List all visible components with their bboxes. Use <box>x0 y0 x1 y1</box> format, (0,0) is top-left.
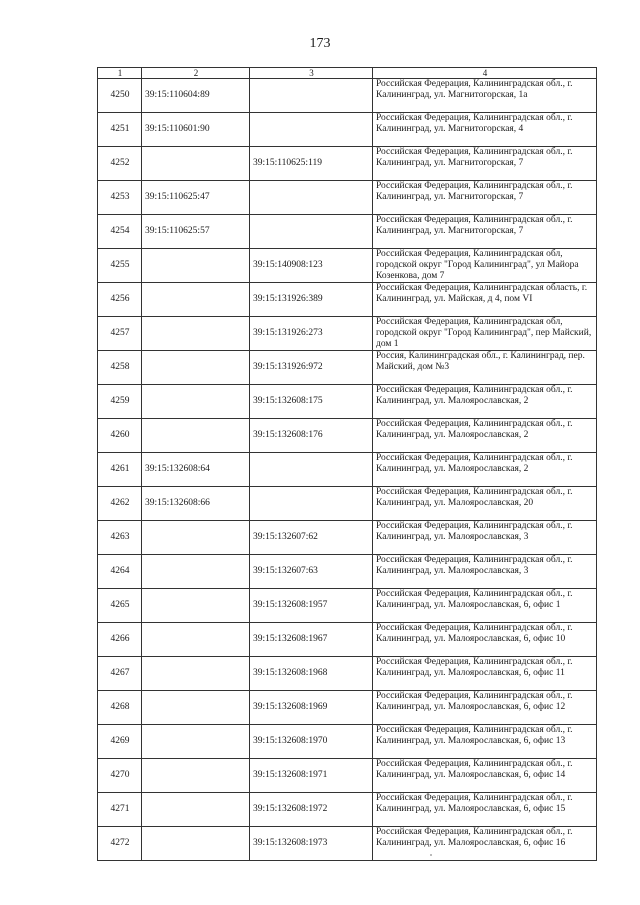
cadastral-number-col3: 39:15:132607:63 <box>250 555 373 589</box>
cadastral-number-col2 <box>142 351 250 385</box>
table-row <box>98 555 597 589</box>
cadastral-number-col2 <box>142 385 250 419</box>
address-cell: Российская Федерация, Калининградская обл, городской округ "Город Калининград", пер Майский, дом 1 <box>373 317 597 351</box>
address-cell: Российская Федерация, Калининградская обл., г. Калининград, ул. Малоярославская, 2 <box>373 453 597 487</box>
cadastral-number-col2 <box>142 691 250 725</box>
address-cell: Российская Федерация, Калининградская обл., г. Калининград, ул. Малоярославская, 2 <box>373 419 597 453</box>
row-number: 4257 <box>98 317 142 351</box>
table-row <box>98 283 597 317</box>
cadastral-number-col3: 39:15:132608:1969 <box>250 691 373 725</box>
row-number: 4264 <box>98 555 142 589</box>
cadastral-number-col3 <box>250 215 373 249</box>
table-row <box>98 623 597 657</box>
cadastral-number-col2: 39:15:110601:90 <box>142 113 250 147</box>
address-cell: Российская Федерация, Калининградская обл., г. Калининград, ул. Малоярославская, 6, офис 16 <box>373 827 597 861</box>
column-header-2: 2 <box>142 68 250 79</box>
table-row <box>98 589 597 623</box>
table-row <box>98 691 597 725</box>
cadastral-number-col3: 39:15:131926:972 <box>250 351 373 385</box>
cadastral-number-col2: 39:15:110604:89 <box>142 79 250 113</box>
table-row <box>98 317 597 351</box>
header-row <box>98 68 597 79</box>
table-row <box>98 215 597 249</box>
address-cell: Российская Федерация, Калининградская обл., г. Калининград, ул. Малоярославская, 3 <box>373 521 597 555</box>
table-row <box>98 453 597 487</box>
table-row <box>98 793 597 827</box>
address-cell: Российская Федерация, Калининградская обл., г. Калининград, ул. Малоярославская, 2 <box>373 385 597 419</box>
table-row <box>98 725 597 759</box>
cadastral-number-col3 <box>250 79 373 113</box>
cadastral-number-col3 <box>250 487 373 521</box>
cadastral-number-col2: 39:15:110625:57 <box>142 215 250 249</box>
row-number: 4260 <box>98 419 142 453</box>
address-cell: Россия, Калининградская обл., г. Калининград, пер. Майский, дом №3 <box>373 351 597 385</box>
cadastral-number-col3: 39:15:132608:1972 <box>250 793 373 827</box>
cadastral-number-col2 <box>142 521 250 555</box>
row-number: 4266 <box>98 623 142 657</box>
address-cell: Российская Федерация, Калининградская обл., г. Калининград, ул. Малоярославская, 6, офис 1 <box>373 589 597 623</box>
cadastral-number-col2 <box>142 725 250 759</box>
cadastral-number-col3: 39:15:132608:1968 <box>250 657 373 691</box>
row-number: 4270 <box>98 759 142 793</box>
table-row <box>98 79 597 113</box>
cadastral-number-col2 <box>142 623 250 657</box>
row-number: 4254 <box>98 215 142 249</box>
registry-table <box>97 67 597 861</box>
address-cell: Российская Федерация, Калининградская обл., г. Калининград, ул. Магнитогорская, 7 <box>373 181 597 215</box>
address-cell: Российская Федерация, Калининградская обл., г. Калининград, ул. Малоярославская, 20 <box>373 487 597 521</box>
table-row <box>98 113 597 147</box>
cadastral-number-col3: 39:15:132608:1967 <box>250 623 373 657</box>
row-number: 4253 <box>98 181 142 215</box>
address-cell: Российская Федерация, Калининградская обл., г. Калининград, ул. Малоярославская, 6, офис 15 <box>373 793 597 827</box>
table-row <box>98 181 597 215</box>
cadastral-number-col3 <box>250 181 373 215</box>
cadastral-number-col2 <box>142 419 250 453</box>
cadastral-number-col2 <box>142 555 250 589</box>
address-cell: Российская Федерация, Калининградская область, г. Калининград, ул. Майская, д 4, пом VI <box>373 283 597 317</box>
row-number: 4267 <box>98 657 142 691</box>
row-number: 4252 <box>98 147 142 181</box>
cadastral-number-col3: 39:15:110625:119 <box>250 147 373 181</box>
cadastral-number-col3: 39:15:131926:389 <box>250 283 373 317</box>
row-number: 4261 <box>98 453 142 487</box>
cadastral-number-col3: 39:15:132608:1970 <box>250 725 373 759</box>
cadastral-number-col2: 39:15:132608:64 <box>142 453 250 487</box>
row-number: 4269 <box>98 725 142 759</box>
column-header-4: 4 <box>373 68 597 79</box>
table-row <box>98 147 597 181</box>
row-number: 4263 <box>98 521 142 555</box>
address-cell: Российская Федерация, Калининградская обл, городской округ "Город Калининград", ул Майора Козенкова, дом 7 <box>373 249 597 283</box>
address-cell: Российская Федерация, Калининградская обл., г. Калининград, ул. Малоярославская, 3 <box>373 555 597 589</box>
row-number: 4255 <box>98 249 142 283</box>
cadastral-number-col2 <box>142 589 250 623</box>
row-number: 4250 <box>98 79 142 113</box>
cadastral-number-col2 <box>142 793 250 827</box>
cadastral-number-col2: 39:15:110625:47 <box>142 181 250 215</box>
address-cell: Российская Федерация, Калининградская обл., г. Калининград, ул. Магнитогорская, 7 <box>373 147 597 181</box>
cadastral-number-col2: 39:15:132608:66 <box>142 487 250 521</box>
address-cell: Российская Федерация, Калининградская обл., г. Калининград, ул. Магнитогорская, 4 <box>373 113 597 147</box>
row-number: 4259 <box>98 385 142 419</box>
row-number: 4272 <box>98 827 142 861</box>
address-cell: Российская Федерация, Калининградская обл., г. Калининград, ул. Малоярославская, 6, офис 11 <box>373 657 597 691</box>
column-header-1: 1 <box>98 68 142 79</box>
cadastral-number-col3: 39:15:132608:1957 <box>250 589 373 623</box>
cadastral-number-col2 <box>142 827 250 861</box>
cadastral-number-col3: 39:15:132608:176 <box>250 419 373 453</box>
table-row <box>98 657 597 691</box>
row-number: 4268 <box>98 691 142 725</box>
cadastral-number-col2 <box>142 147 250 181</box>
cadastral-number-col2 <box>142 317 250 351</box>
cadastral-number-col3: 39:15:140908:123 <box>250 249 373 283</box>
row-number: 4262 <box>98 487 142 521</box>
table-row <box>98 759 597 793</box>
cadastral-number-col3 <box>250 113 373 147</box>
column-header-3: 3 <box>250 68 373 79</box>
table-row <box>98 487 597 521</box>
address-cell: Российская Федерация, Калининградская обл., г. Калининград, ул. Малоярославская, 6, офис 14 <box>373 759 597 793</box>
address-cell: Российская Федерация, Калининградская обл., г. Калининград, ул. Магнитогорская, 1а <box>373 79 597 113</box>
address-cell: Российская Федерация, Калининградская обл., г. Калининград, ул. Малоярославская, 6, офис 13 <box>373 725 597 759</box>
table-row <box>98 419 597 453</box>
address-cell: Российская Федерация, Калининградская обл., г. Калининград, ул. Малоярославская, 6, офис 12 <box>373 691 597 725</box>
row-number: 4251 <box>98 113 142 147</box>
cadastral-number-col2 <box>142 759 250 793</box>
cadastral-number-col3: 39:15:132608:1973 <box>250 827 373 861</box>
table-row <box>98 385 597 419</box>
row-number: 4258 <box>98 351 142 385</box>
row-number: 4256 <box>98 283 142 317</box>
cadastral-number-col3: 39:15:132607:62 <box>250 521 373 555</box>
page-number: 173 <box>309 36 331 51</box>
cadastral-number-col2 <box>142 657 250 691</box>
table-row <box>98 249 597 283</box>
address-cell: Российская Федерация, Калининградская обл., г. Калининград, ул. Магнитогорская, 7 <box>373 215 597 249</box>
table-row <box>98 351 597 385</box>
address-cell: Российская Федерация, Калининградская обл., г. Калининград, ул. Малоярославская, 6, офис 10 <box>373 623 597 657</box>
table-row <box>98 521 597 555</box>
row-number: 4265 <box>98 589 142 623</box>
cadastral-number-col3: 39:15:131926:273 <box>250 317 373 351</box>
cadastral-number-col3: 39:15:132608:1971 <box>250 759 373 793</box>
table-row <box>98 827 597 861</box>
cadastral-number-col2 <box>142 249 250 283</box>
cadastral-number-col3 <box>250 453 373 487</box>
cadastral-number-col2 <box>142 283 250 317</box>
cadastral-number-col3: 39:15:132608:175 <box>250 385 373 419</box>
scan-dot-mark <box>430 854 432 856</box>
row-number: 4271 <box>98 793 142 827</box>
